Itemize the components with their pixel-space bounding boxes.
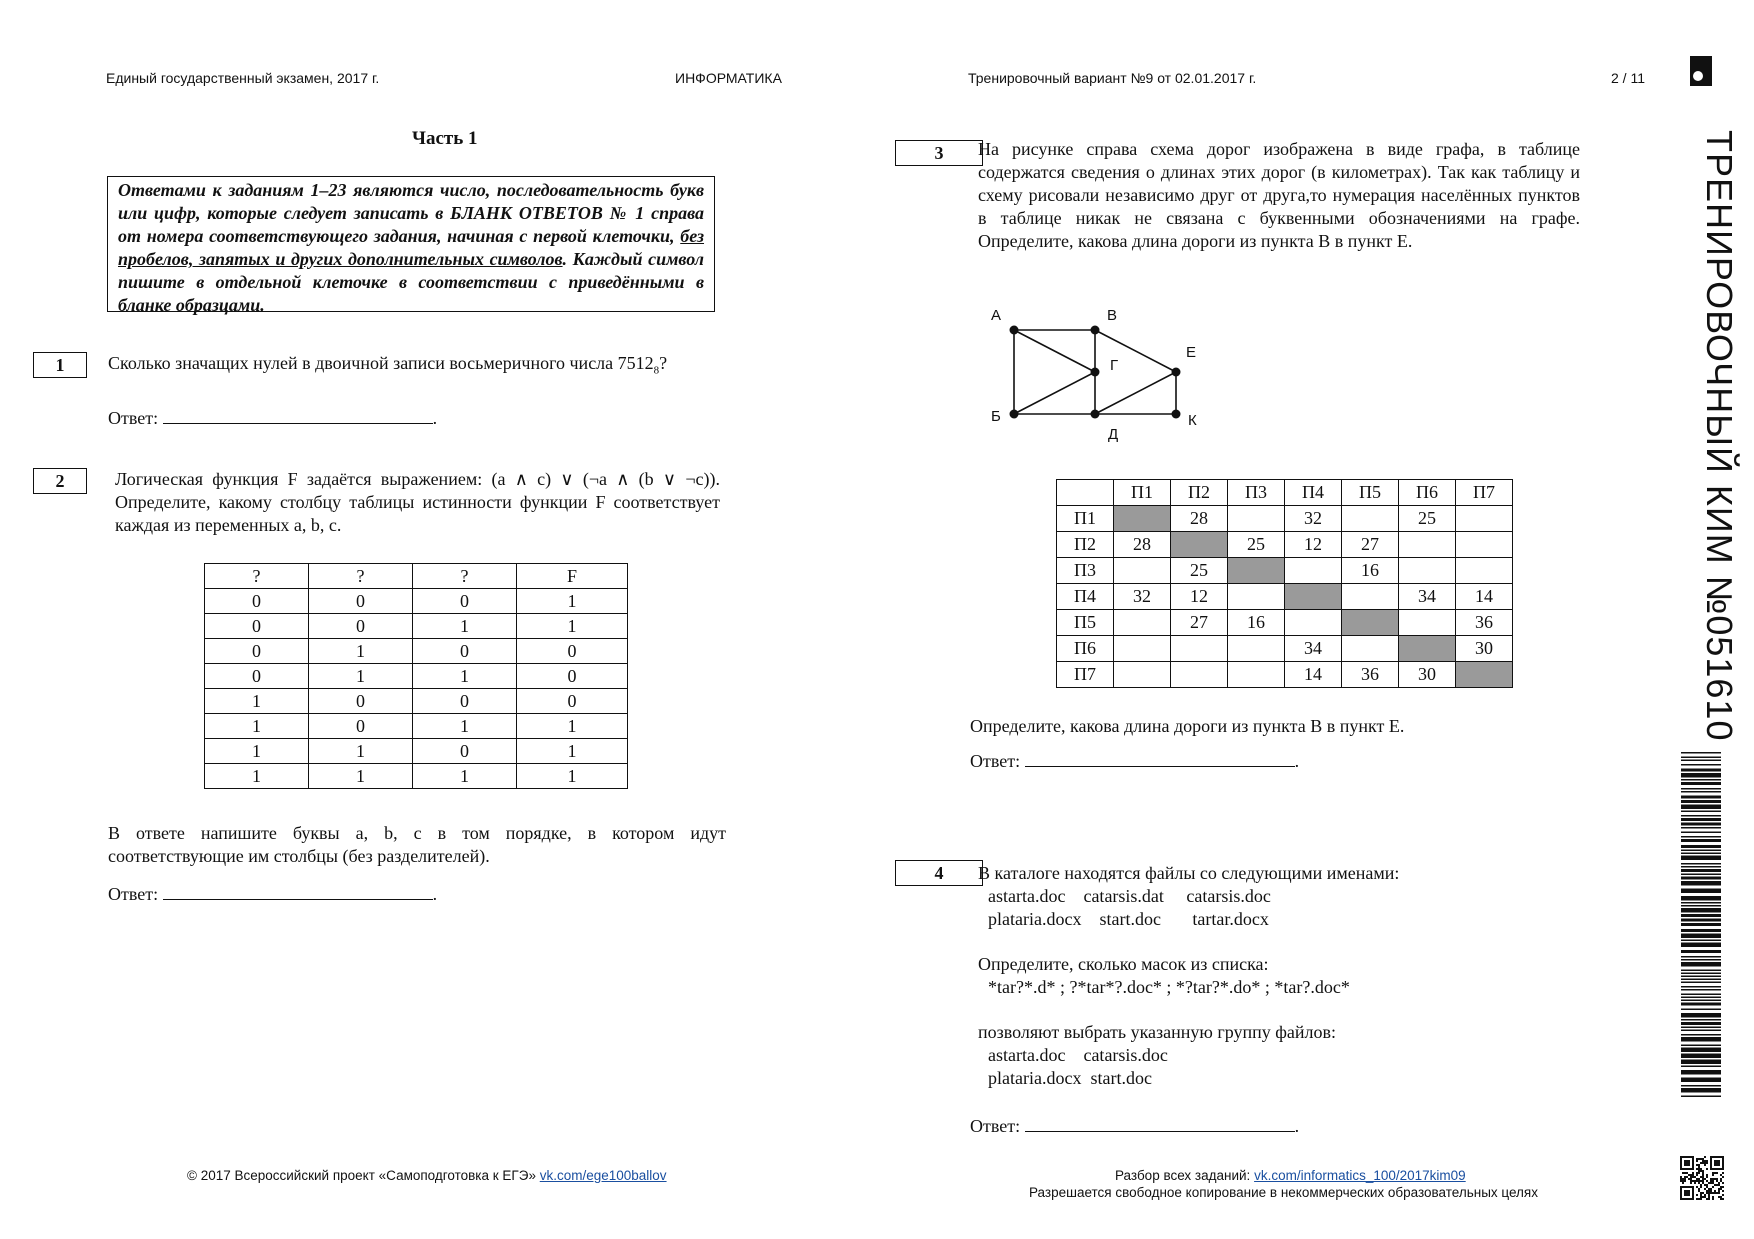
footer-right: Разбор всех заданий: vk.com/informatics_100/2017kim09 [1115,1168,1466,1183]
instructions-underlined: без пробелов, запятых и других дополнительных символов [118,226,705,269]
qr-code-icon [1680,1156,1724,1200]
task1-answer-line[interactable] [163,407,433,424]
distance-cell [1228,662,1285,688]
distance-cell: 14 [1456,584,1513,610]
distance-cell: 34 [1285,636,1342,662]
graph-node-d [1091,410,1100,419]
distance-cell [1171,636,1228,662]
truth-table-cell: 1 [517,614,628,639]
graph-node-g [1091,368,1100,377]
distance-row-label: П4 [1057,584,1114,610]
task4-files-line2: plataria.docx start.doc tartar.docx [988,909,1269,929]
graph-node-bb [1010,410,1019,419]
task-number-1: 1 [33,352,87,378]
header-variant: Тренировочный вариант №9 от 02.01.2017 г. [968,70,1257,86]
graph-label-k: К [1188,412,1197,429]
distance-cell [1342,610,1399,636]
distance-table-row [1057,662,1513,688]
truth-table-cell: 0 [413,589,517,614]
distance-cell [1171,532,1228,558]
footer-left: © 2017 Всероссийский проект «Самоподготовка к ЕГЭ» vk.com/ege100ballov [187,1168,667,1183]
distance-table-row [1057,558,1513,584]
task2-answer-line[interactable] [163,883,433,900]
truth-table-cell: 1 [309,764,413,789]
truth-table-cell: 0 [413,639,517,664]
distance-cell [1228,584,1285,610]
page-number: 2 / 11 [1611,70,1645,86]
truth-table-cell: 1 [205,714,309,739]
distance-cell [1228,558,1285,584]
truth-table-cell: 0 [205,614,309,639]
task2-after-text: В ответе напишите буквы a, b, c в том порядке, в котором идут соответствующие им столбцы (без разделителей). [108,823,726,866]
distance-row-label: П3 [1057,558,1114,584]
distance-cell: 16 [1342,558,1399,584]
task4-intro: В каталоге находятся файлы со следующими именами: [978,863,1400,883]
distance-cell: 27 [1171,610,1228,636]
graph-label-e: Е [1186,344,1197,361]
truth-table-row [205,639,628,664]
distance-cell [1342,636,1399,662]
distance-row-label: П1 [1057,506,1114,532]
graph-label-d: Д [1108,426,1119,443]
distance-cell: 27 [1342,532,1399,558]
distance-table-header [1057,480,1513,506]
truth-table-header: ? ? ? F [205,564,628,589]
distance-header-cell: П3 [1228,480,1285,506]
graph-node-b [1091,326,1100,335]
part-title: Часть 1 [412,128,478,149]
distance-header-cell [1057,480,1114,506]
task1-text: Сколько значащих нулей в двоичной записи восьмеричного числа $7512_8$? [108,353,668,377]
distance-header-cell: П6 [1399,480,1456,506]
truth-table-cell: 1 [309,664,413,689]
distance-header-cell: П5 [1342,480,1399,506]
distance-cell [1342,584,1399,610]
distance-cell: 25 [1399,506,1456,532]
task4-answer-line[interactable] [1025,1115,1295,1132]
distance-cell [1171,662,1228,688]
truth-table-row [205,614,628,639]
task4-sel-line2: plataria.docx start.doc [988,1068,1152,1088]
distance-header-cell: П1 [1114,480,1171,506]
header-subject: ИНФОРМАТИКА [675,70,782,86]
distance-table-row [1057,506,1513,532]
distance-cell: 25 [1228,532,1285,558]
distance-cell [1456,558,1513,584]
distance-cell: 32 [1114,584,1171,610]
distance-cell: 30 [1399,662,1456,688]
distance-table [1056,479,1513,688]
truth-table-cell: 0 [309,689,413,714]
distance-cell [1399,558,1456,584]
task4-files-line1: astarta.doc catarsis.dat catarsis.doc [988,886,1271,906]
distance-cell: 14 [1285,662,1342,688]
distance-cell [1228,636,1285,662]
distance-cell: 25 [1171,558,1228,584]
distance-cell: 12 [1171,584,1228,610]
distance-cell [1399,610,1456,636]
distance-header-cell: П7 [1456,480,1513,506]
truth-table-row [205,764,628,789]
distance-cell [1342,506,1399,532]
distance-cell: 30 [1456,636,1513,662]
vertical-title: ТРЕНИРОВОЧНЫЙ КИМ №051610 [1699,130,1740,742]
truth-table-cell: 1 [309,739,413,764]
truth-table-cell: 0 [205,639,309,664]
graph-node-e [1172,368,1181,377]
truth-table-row [205,664,628,689]
truth-table-cell: 1 [309,639,413,664]
graph-node-a [1010,326,1019,335]
barcode-icon [1681,752,1721,1102]
distance-cell [1114,506,1171,532]
truth-table-cell: 0 [517,639,628,664]
truth-table-cell: 1 [517,589,628,614]
graph-label-a: А [991,307,1002,324]
task1-answer: Ответ: . [108,408,438,428]
distance-header-cell: П2 [1171,480,1228,506]
distance-cell [1399,532,1456,558]
distance-cell: 36 [1342,662,1399,688]
graph-label-g: Г [1110,357,1119,374]
task2-text: Логическая функция F задаётся выражением: (a ∧ c) ∨ (¬a ∧ (b ∨ ¬c)). Определите, какому столбцу таблицы истинности функции F соответствует каждая из переменных a, b, c. [115,469,720,535]
truth-table-cell: 1 [205,764,309,789]
graph-node-k [1172,410,1181,419]
graph-label-bb: Б [991,408,1001,425]
footer-right-link[interactable]: vk.com/informatics_100/2017kim09 [1254,1168,1466,1183]
truth-table-row [205,689,628,714]
instructions-box: Ответами к заданиям 1–23 являются число, последовательность букв или цифр, которые следует записать в БЛАНК ОТВЕТОВ № 1 справа от номера соответствующего задания, начиная с первой клеточки, без пробелов, запятых и других дополнительных символов. Каждый символ пишите в отдельной клеточке в соответствии с приведёнными в бланке образцами. [107,176,715,312]
truth-table-cell: 1 [413,664,517,689]
truth-table-cell: 0 [413,739,517,764]
task4-select-intro: позволяют выбрать указанную группу файлов: [978,1022,1337,1042]
distance-cell [1114,558,1171,584]
task3-answer-line[interactable] [1025,750,1295,767]
truth-table-cell: 0 [413,689,517,714]
task4-sel-line1: astarta.doc catarsis.doc [988,1045,1168,1065]
distance-cell [1228,506,1285,532]
truth-table-cell: 0 [309,589,413,614]
truth-table-row [205,714,628,739]
task-number-2: 2 [33,468,87,494]
distance-row-label: П7 [1057,662,1114,688]
distance-table-row [1057,610,1513,636]
distance-table-row [1057,532,1513,558]
graph-label-b: В [1107,307,1118,324]
truth-table-cell: 0 [205,589,309,614]
distance-cell: 16 [1228,610,1285,636]
truth-table-cell: 0 [309,714,413,739]
task-number-3: 3 [895,140,983,166]
footer-copy-note: Разрешается свободное копирование в некоммерческих образовательных целях [1029,1185,1538,1200]
truth-table-cell: 1 [413,614,517,639]
distance-cell [1285,584,1342,610]
truth-table-cell: 0 [205,664,309,689]
distance-cell [1114,610,1171,636]
truth-table-cell: 0 [517,689,628,714]
road-graph [980,300,1200,450]
truth-table-cell: 1 [517,714,628,739]
task4-answer: Ответ: . [970,1116,1300,1136]
distance-table-row [1057,584,1513,610]
task4-masks-intro: Определите, сколько масок из списка: [978,954,1269,974]
truth-table-cell: 1 [205,689,309,714]
truth-table-cell: 1 [517,739,628,764]
task3-question: Определите, какова длина дороги из пункта В в пункт Е. [970,716,1405,736]
distance-cell: 28 [1171,506,1228,532]
distance-cell [1456,662,1513,688]
distance-row-label: П6 [1057,636,1114,662]
task2-answer: Ответ: . [108,884,438,904]
task4-masks: *tar?*.d* ; ?*tar*?.doc* ; *?tar?*.do* ; *tar?.doc* [988,977,1350,997]
distance-row-label: П5 [1057,610,1114,636]
truth-table-row [205,589,628,614]
distance-cell [1285,558,1342,584]
truth-table-row [205,739,628,764]
truth-table-cell: 1 [517,764,628,789]
header-exam-title: Единый государственный экзамен, 2017 г. [106,70,380,86]
corner-marker-icon [1690,56,1712,86]
distance-header-cell: П4 [1285,480,1342,506]
distance-cell [1114,662,1171,688]
task-number-4: 4 [895,860,983,886]
distance-cell: 28 [1114,532,1171,558]
truth-table-cell: 1 [413,764,517,789]
distance-cell: 34 [1399,584,1456,610]
distance-cell: 12 [1285,532,1342,558]
truth-table [204,563,628,789]
distance-cell: 32 [1285,506,1342,532]
task3-answer: Ответ: . [970,751,1300,771]
distance-cell [1456,506,1513,532]
footer-left-link[interactable]: vk.com/ege100ballov [539,1168,667,1183]
distance-cell [1456,532,1513,558]
truth-table-cell: 0 [309,614,413,639]
truth-table-cell: 1 [413,714,517,739]
distance-table-row [1057,636,1513,662]
truth-table-cell: 1 [205,739,309,764]
truth-table-cell: 0 [517,664,628,689]
distance-cell [1114,636,1171,662]
distance-cell [1399,636,1456,662]
distance-cell [1285,610,1342,636]
distance-row-label: П2 [1057,532,1114,558]
distance-cell: 36 [1456,610,1513,636]
task3-text: На рисунке справа схема дорог изображена в виде графа, в таблице содержатся сведения о длинах этих дорог (в километрах). Так как таблицу и схему рисовали независимо друг от друга,то нумерация населённых пунктов в таблице никак не связана с буквенными обозначениями на графе. Определите, какова длина дороги из пункта В в пункт Е. [978,139,1580,251]
